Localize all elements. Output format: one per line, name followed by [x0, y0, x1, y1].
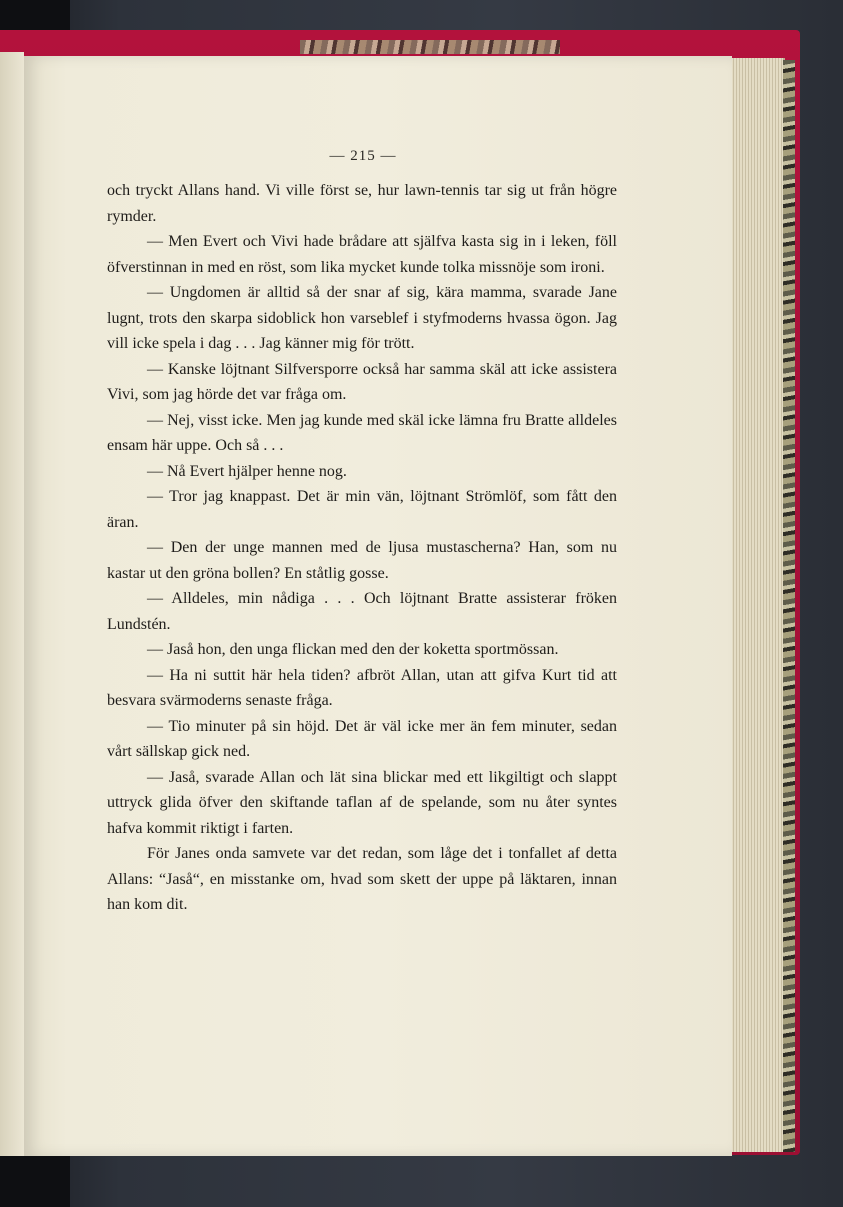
text-body — [107, 178, 617, 918]
paragraph: — Nej, visst icke. Men jag kunde med skäl icke lämna fru Bratte alldeles ensam här uppe. Och så . . . — [107, 411, 617, 454]
paragraph: och tryckt Allans hand. Vi ville först se, hur lawn-tennis tar sig ut från högre rymder. — [107, 182, 617, 225]
paragraph: — Jaså, svarade Allan och lät sina blickar med ett likgiltigt och slappt uttryck glida öfver den skiftande taflan af de spelande, som nu åter syntes hafva kommit riktigt i farten. — [107, 768, 617, 837]
page-block-edges — [728, 58, 785, 1152]
marbled-edge-top — [300, 40, 560, 54]
paragraph: — Kanske löjtnant Silfversporre också har samma skäl att icke assistera Vivi, som jag hörde det var fråga om. — [107, 360, 617, 403]
paragraph: — Alldeles, min nådiga . . . Och löjtnant Bratte assisterar fröken Lundstén. — [107, 590, 617, 633]
paragraph: — Den der unge mannen med de ljusa mustascherna? Han, som nu kastar ut den gröna bollen? En ståtlig gosse. — [107, 539, 617, 582]
paragraph: — Ungdomen är alltid så der snar af sig, kära mamma, svarade Jane lugnt, trots den skarpa sidoblick hon varseblef i styfmoderns hvassa ögon. Jag vill icke spela i dag . . . Jag känner mig för trött. — [107, 284, 617, 352]
marbled-edge-right — [783, 60, 795, 1152]
paragraph: — Jaså hon, den unga flickan med den der koketta sportmössan. — [147, 641, 559, 658]
paragraph: — Nå Evert hjälper henne nog. — [147, 462, 347, 480]
paragraph: För Janes onda samvete var det redan, som låge det i tonfallet af detta Allans: “Jaså“, en misstanke om, hvad som skett der uppe på läktaren, innan han kom dit. — [107, 845, 617, 913]
paragraph: — Tio minuter på sin höjd. Det är väl icke mer än fem minuter, sedan vårt sällskap gick ned. — [107, 717, 617, 760]
paragraph: — Ha ni suttit här hela tiden? afbröt Allan, utan att gifva Kurt tid att besvara svärmoderns senaste fråga. — [107, 666, 617, 709]
left-page-edge — [0, 52, 24, 1156]
paragraph: — Men Evert och Vivi hade brådare att själfva kasta sig in i leken, föll öfverstinnan in med en röst, som lika mycket kunde tolka missnöje som ironi. — [107, 233, 617, 276]
paragraph: — Tror jag knappast. Det är min vän, löjtnant Strömlöf, som fått den äran. — [107, 488, 617, 531]
page-number: — 215 — — [329, 148, 397, 164]
